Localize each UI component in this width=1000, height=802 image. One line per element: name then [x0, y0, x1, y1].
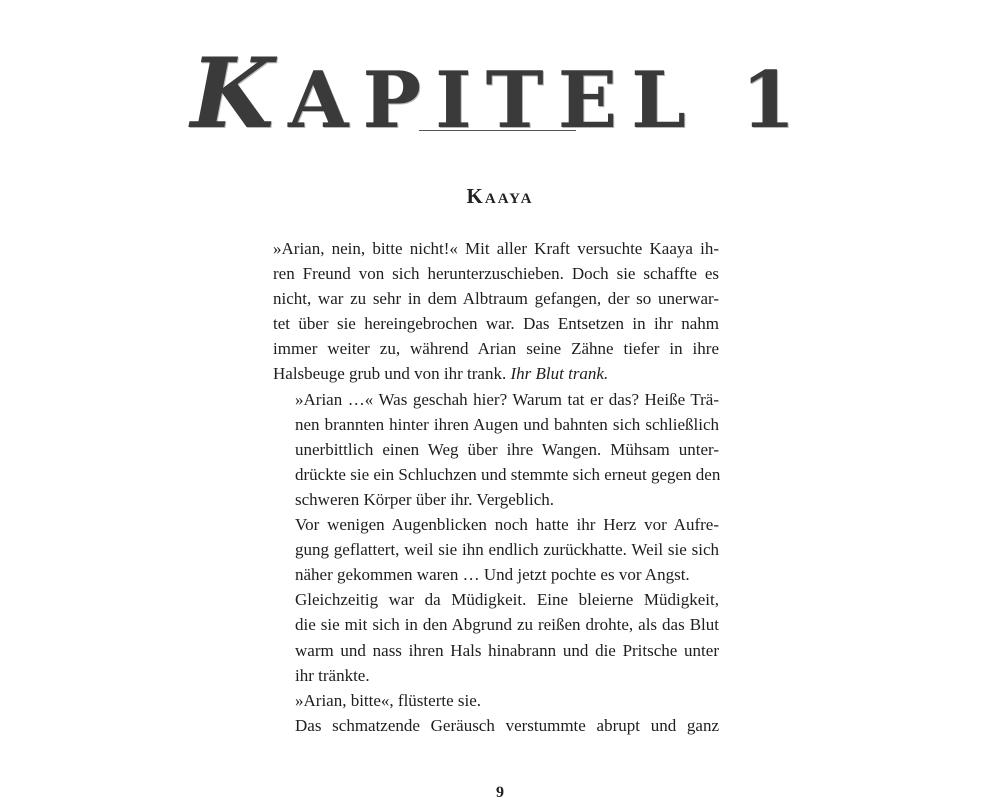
body-text	[273, 236, 719, 738]
pov-character-heading: Kaaya	[466, 184, 534, 208]
text-line: die sie mit sich in den Abgrund zu reißen drohte, als das Blut	[295, 615, 719, 635]
text-line: nicht, war zu sehr in dem Albtraum gefangen, der so unerwar-	[273, 289, 719, 309]
text-line: immer weiter zu, während Arian seine Zähne tiefer in ihre	[273, 339, 719, 359]
text-line-content: »Arian, bitte«, flüsterte sie.	[295, 690, 482, 710]
chapter-title-initial: K	[190, 37, 288, 151]
chapter-title	[0, 37, 1000, 151]
text-line-content: näher gekommen waren … Und jetzt pochte es vor Angst.	[295, 565, 690, 585]
chapter-title-rest: APITEL 1	[288, 55, 810, 147]
text-line: ren Freund von sich herunterzuschieben. Doch sie schaffte es	[273, 264, 719, 284]
paragraph	[273, 387, 719, 512]
text-line	[273, 361, 719, 386]
page-number: 9	[496, 784, 504, 801]
text-line: tet über sie hereingebrochen war. Das Entsetzen in ihr nahm	[273, 314, 719, 334]
text-line	[273, 688, 719, 713]
text-line-content: schweren Körper über ihr. Vergeblich.	[295, 489, 555, 509]
text-line: warm und nass ihren Hals hinabrann und die Pritsche unter	[295, 640, 719, 660]
title-divider	[419, 130, 576, 131]
text-line	[273, 487, 719, 512]
text-line: »Arian, nein, bitte nicht!« Mit aller Kraft versuchte Kaaya ih-	[273, 239, 719, 258]
text-line	[273, 663, 719, 688]
text-line: gung geflattert, weil sie ihn endlich zurückhatte. Weil sie sich	[295, 540, 719, 560]
text-line: Das schmatzende Geräusch verstummte abrupt und ganz	[295, 715, 719, 735]
text-line-content: ihr tränkte.	[295, 665, 370, 685]
paragraph	[273, 587, 719, 687]
emphasis-text: Ihr Blut trank.	[510, 364, 609, 384]
text-line: drückte sie ein Schluchzen und stemmte sich erneut gegen den	[295, 464, 721, 484]
paragraph	[273, 713, 719, 738]
text-line: »Arian …« Was geschah hier? Warum tat er das? Heiße Trä-	[295, 389, 719, 409]
text-line	[273, 562, 719, 587]
text-line: nen brannten hinter ihren Augen und bahnten sich schließlich	[295, 414, 719, 434]
paragraph	[273, 512, 719, 587]
text-line-content: Halsbeuge grub und von ihr trank.	[273, 364, 507, 384]
text-line: Gleichzeitig war da Müdigkeit. Eine bleierne Müdigkeit,	[295, 590, 719, 610]
paragraph	[273, 236, 719, 387]
text-line: Vor wenigen Augenblicken noch hatte ihr Herz vor Aufre-	[295, 515, 719, 535]
text-line: unerbittlich einen Weg über ihre Wangen. Mühsam unter-	[295, 439, 719, 459]
paragraph	[273, 688, 719, 713]
